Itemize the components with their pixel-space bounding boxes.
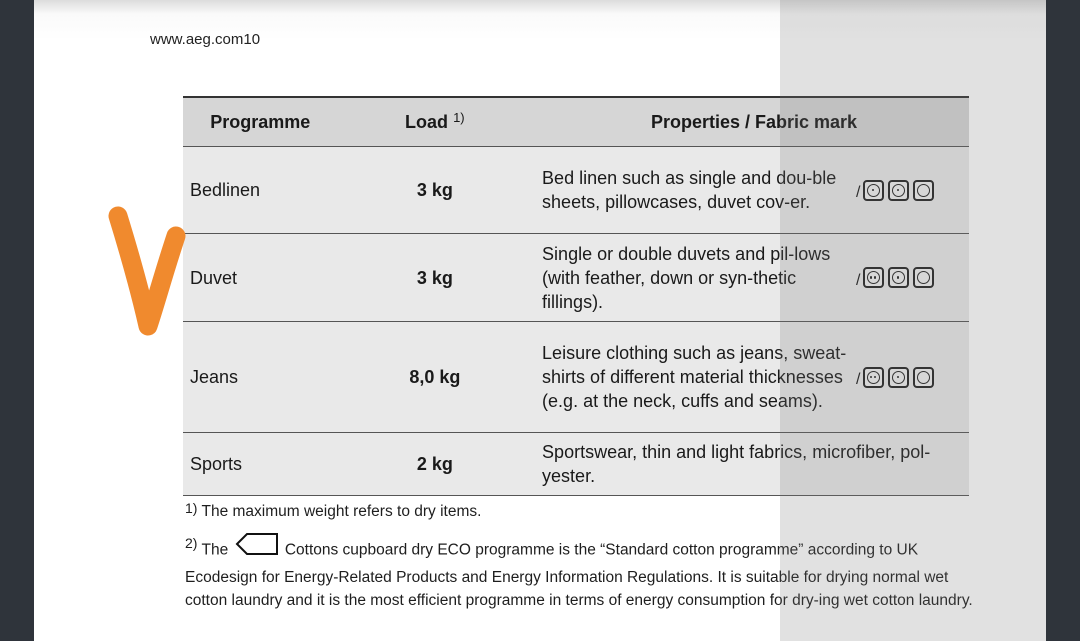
fabric-marks — [856, 175, 937, 205]
no-dot-drying-icon — [913, 180, 934, 201]
footnote-2-text: Cottons cupboard dry ECO programme is the “Standard cotton programme” according to UK Ecodesign for Energy-Related Products and Energy Information Regulations. It is suitable for drying normal wet cotton laundry and it is the most efficient programme in terms of energy consumption for dry-ing wet cotton laundry. — [185, 541, 973, 609]
table-row — [183, 433, 969, 496]
header-properties: Properties / Fabric mark — [539, 97, 969, 147]
header-load-label: Load — [405, 111, 449, 132]
row-programme: Jeans — [183, 322, 331, 433]
table-row — [183, 234, 969, 322]
fabric-mark-separator: / — [856, 371, 861, 388]
header-load — [331, 97, 539, 147]
header-load-footnote: 1) — [453, 109, 465, 125]
row-properties — [539, 147, 969, 234]
row-properties — [539, 322, 969, 433]
programme-table — [183, 96, 969, 496]
row-properties — [539, 234, 969, 322]
row-programme: Sports — [183, 433, 331, 496]
no-dot-drying-icon — [913, 367, 934, 388]
row-load: 2 kg — [331, 433, 539, 496]
footnote-2-number: 2) — [185, 535, 198, 551]
row-load: 8,0 kg — [331, 322, 539, 433]
fabric-mark-separator: / — [856, 184, 861, 201]
row-programme: Duvet — [183, 234, 331, 322]
one-dot-drying-icon — [888, 180, 909, 201]
two-dot-drying-icon — [863, 367, 884, 388]
row-properties-text: Bed linen such as single and dou-ble sheets, pillowcases, duvet cov-er. — [542, 168, 837, 212]
row-properties-text: Single or double duvets and pil-lows (with feather, down or syn-thetic fillings). — [542, 243, 831, 312]
fabric-marks — [856, 362, 937, 392]
no-dot-drying-icon — [913, 267, 934, 288]
row-properties-text: Leisure clothing such as jeans, sweat-shirts of different material thicknesses (e.g. at the neck, cuffs and seams). — [542, 343, 847, 411]
one-dot-drying-icon — [863, 180, 884, 201]
footnote-1-number: 1) — [185, 500, 198, 516]
row-programme: Bedlinen — [183, 147, 331, 234]
footnote-2 — [185, 535, 975, 612]
footnote-1-text: The maximum weight refers to dry items. — [201, 503, 482, 520]
fabric-mark-separator: / — [856, 271, 861, 289]
page-url: www.aeg.com10 — [150, 31, 261, 48]
row-properties — [539, 433, 969, 496]
table-row — [183, 147, 969, 234]
row-load: 3 kg — [331, 234, 539, 322]
one-dot-drying-icon — [888, 367, 909, 388]
fabric-marks — [856, 263, 937, 293]
row-properties-text: Sportswear, thin and light fabrics, microfiber, pol-yester. — [542, 442, 931, 486]
table-header-row — [183, 97, 969, 147]
cottons-tag-icon — [235, 532, 279, 563]
table-row — [183, 322, 969, 433]
two-dot-drying-icon — [863, 267, 884, 288]
header-programme: Programme — [183, 97, 331, 147]
checkmark-annotation — [104, 202, 194, 347]
footnote-2-prefix: The — [201, 541, 229, 559]
row-load: 3 kg — [331, 147, 539, 234]
one-dot-drying-icon — [888, 267, 909, 288]
footnote-1 — [185, 500, 975, 523]
